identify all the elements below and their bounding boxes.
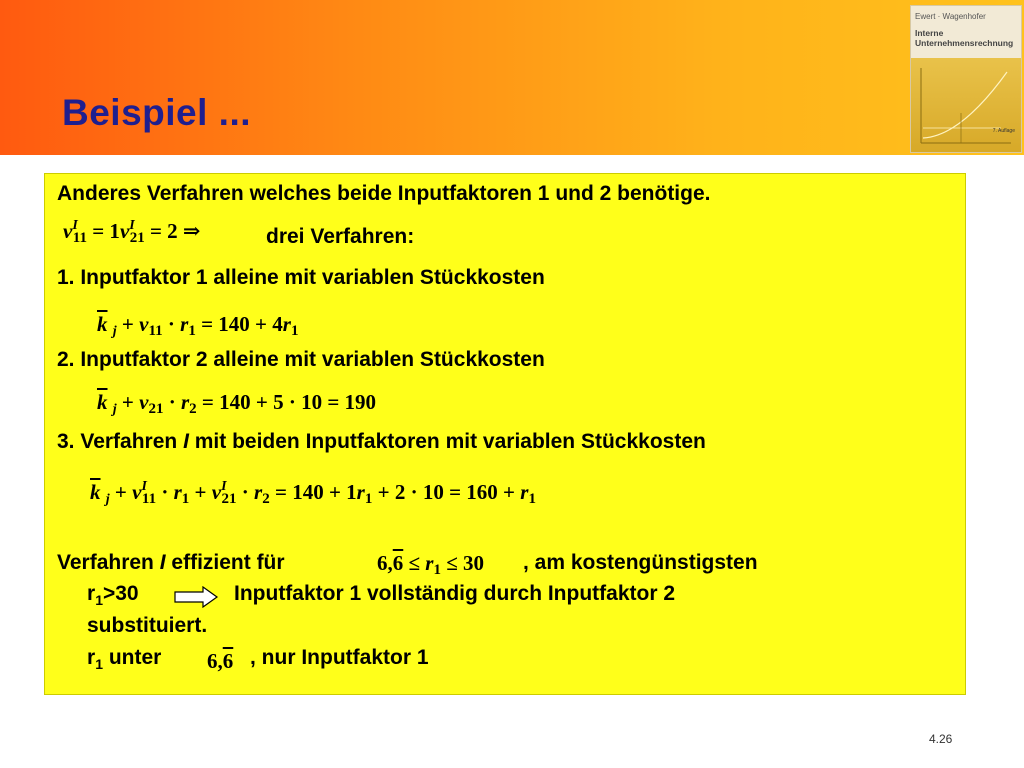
book-edition: 7. Auflage [992, 128, 1015, 134]
efficiency-line-end: , am kostengünstigsten [523, 551, 758, 574]
drei-verfahren: drei Verfahren: [266, 225, 415, 248]
r1-under-end: , nur Inputfaktor 1 [250, 646, 429, 669]
item-1: 1. Inputfaktor 1 alleine mit variablen Stückkosten [57, 266, 545, 289]
page-number: 4.26 [929, 732, 953, 746]
book-authors: Ewert · Wagenhofer [915, 12, 986, 21]
equation-v: $v^I_{11} = 1v^I_{21} = 2$ ⇒ [63, 218, 201, 246]
book-cover-image [910, 5, 1022, 153]
content-panel [44, 173, 966, 695]
item-2: 2. Inputfaktor 2 alleine mit variablen Stückkosten [57, 348, 545, 371]
equation-2: $\overline{k}$ $_j + v_{21} \cdot r_2 = 140 + 5 \cdot 10 = 190$ [97, 390, 377, 417]
chart-icon [911, 58, 1021, 152]
book-title: Interne Unternehmensrechnung [915, 28, 1014, 48]
substitution-text-cont: substituiert. [87, 614, 208, 637]
equation-1: $\overline{k}$ $_j + v_{11} \cdot r_1 = 140 + 4r_1$ [97, 312, 299, 339]
book-cover-art [911, 58, 1021, 152]
r1-gt-30: $r_1>30$ [87, 582, 139, 609]
substitution-text: Inputfaktor 1 vollständig durch Inputfaktor 2 [234, 582, 676, 605]
intro-line: Anderes Verfahren welches beide Inputfaktoren 1 und 2 benötige. [57, 182, 711, 205]
efficiency-range: $6,6 \le r_1 \le 30$ [377, 551, 484, 578]
r1-under-value: 6,6 [207, 649, 234, 673]
r1-under-start: $r_1$ unter [87, 646, 162, 673]
equation-3: $\overline{k}$ $_j + v^I_{11} \cdot r_1 + v^I_{21} \cdot r_2 = 140 + 1r_1 + 2 \cdot 10 = 160 + r_1$ [90, 479, 536, 507]
page-title: Beispiel ... [62, 92, 252, 133]
header-banner [0, 0, 1024, 155]
efficiency-line-start: Verfahren I effizient für [57, 551, 285, 574]
arrow-right-icon [173, 586, 219, 608]
item-3: 3. Verfahren I mit beiden Inputfaktoren mit variablen Stückkosten [57, 430, 706, 453]
